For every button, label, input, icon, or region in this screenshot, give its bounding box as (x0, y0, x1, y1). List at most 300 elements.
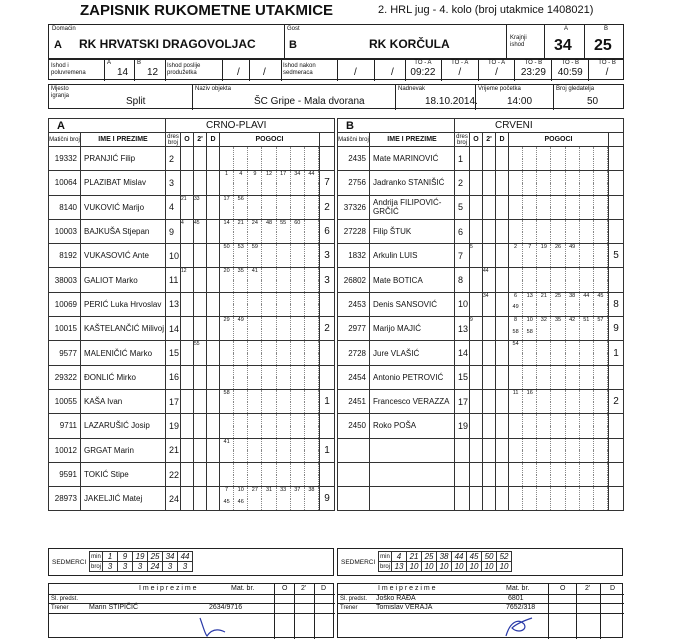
goal-minute: 41 (248, 268, 262, 280)
goal-minute (523, 426, 537, 438)
goal-minute (509, 366, 523, 378)
player-disqualification (496, 317, 509, 341)
player-name: Jadranko STANIŠIĆ (370, 171, 455, 195)
sedmerci-min: 44 (452, 552, 467, 562)
player-disqualification (496, 389, 509, 413)
goal-minute: 55 (277, 220, 291, 232)
goal-minute (566, 475, 580, 487)
goal-minute: 38 (566, 293, 580, 305)
goal-minute (277, 499, 291, 511)
goal-minute (523, 147, 537, 159)
shootout-label: Ishod nakon sedmeraca (283, 63, 316, 76)
player-row (49, 487, 335, 511)
goal-minute (277, 463, 291, 475)
player-name: KAŠTELANČIĆ Milivoj (81, 317, 166, 341)
player-disqualification (207, 219, 220, 243)
goal-minute (248, 377, 262, 389)
goal-minute (291, 366, 305, 378)
player-suspension (194, 244, 207, 268)
goal-minute (566, 341, 580, 353)
goal-minute (509, 147, 523, 159)
goal-minute (234, 366, 248, 378)
player-total-goals: 1 (609, 341, 624, 365)
timeout-value: / (605, 67, 609, 78)
sedmerci-min: 50 (482, 552, 497, 562)
goal-minute (523, 377, 537, 389)
player-number: 15 (166, 341, 181, 365)
goal-minute (291, 159, 305, 171)
goal-minute (566, 329, 580, 341)
goal-minute (248, 426, 262, 438)
player-total-goals: 8 (609, 292, 624, 316)
player-suspension: 34 (483, 292, 496, 316)
player-license: 27228 (338, 219, 370, 243)
timeout-header: TO - B (598, 60, 616, 66)
goal-minute (291, 293, 305, 305)
player-warning (470, 414, 483, 438)
player-goals (509, 365, 609, 389)
player-license: 10055 (49, 389, 81, 413)
goal-minute (277, 390, 291, 402)
player-total-goals: 9 (609, 317, 624, 341)
goal-minute (277, 147, 291, 159)
goal-minute (277, 450, 291, 462)
sedmerci-broj: 10 (407, 562, 422, 572)
player-warning (181, 414, 194, 438)
player-name (370, 487, 455, 511)
goal-minute (551, 196, 565, 208)
player-total-goals: 6 (320, 219, 335, 243)
goal-minute (509, 414, 523, 426)
goal-minute (262, 366, 276, 378)
col-name: IME I PREZIME (370, 133, 455, 147)
goal-minute (537, 147, 551, 159)
goal-minute (509, 268, 523, 280)
goal-minute (234, 293, 248, 305)
player-license: 8192 (49, 244, 81, 268)
goal-minute (305, 147, 319, 159)
goal-minute (580, 366, 594, 378)
player-disqualification (207, 438, 220, 462)
goal-minute (509, 207, 523, 219)
goal-minute (291, 402, 305, 414)
player-warning (470, 438, 483, 462)
timeout-value: 09:22 (410, 67, 436, 78)
goal-minute (248, 207, 262, 219)
goal-minute (537, 439, 551, 451)
goal-minute (523, 256, 537, 268)
player-goals (220, 414, 320, 438)
sedmerci-label: SEDMERCI (52, 559, 87, 566)
goal-minute (594, 232, 608, 244)
sedmerci-min: 34 (163, 552, 178, 562)
object-name: ŠC Gripe - Mala dvorana (254, 96, 365, 107)
goal-minute (234, 232, 248, 244)
player-goals (220, 487, 320, 511)
goal-minute (566, 426, 580, 438)
player-number: 13 (455, 317, 470, 341)
goal-minute (551, 207, 565, 219)
player-goals (509, 219, 609, 243)
goal-minute (262, 280, 276, 292)
timeout-header: TO - B (561, 60, 579, 66)
goal-minute (277, 293, 291, 305)
goal-minute: 20 (220, 268, 234, 280)
goal-minute (580, 487, 594, 499)
player-license: 38003 (49, 268, 81, 292)
goal-minute (566, 304, 580, 316)
player-warning (181, 365, 194, 389)
player-license: 28973 (49, 487, 81, 511)
player-suspension (483, 462, 496, 486)
goal-minute (580, 426, 594, 438)
goal-minute (220, 353, 234, 365)
goal-minute (305, 244, 319, 256)
goal-minute (234, 341, 248, 353)
goal-minute: 7 (523, 244, 537, 256)
player-goals (220, 438, 320, 462)
goal-minute (594, 366, 608, 378)
player-license: 2454 (338, 365, 370, 389)
sedmerci-min: 21 (407, 552, 422, 562)
goal-minute (305, 341, 319, 353)
goal-minute (262, 183, 276, 195)
goal-minute (248, 293, 262, 305)
player-goals (509, 171, 609, 195)
goal-minute (580, 268, 594, 280)
player-goals (220, 341, 320, 365)
player-goals (509, 292, 609, 316)
goal-minute (220, 463, 234, 475)
sedmerci-min: 25 (148, 552, 163, 562)
player-warning (470, 171, 483, 195)
final-a-label: A (564, 26, 569, 32)
goal-minute (580, 390, 594, 402)
goal-minute (220, 293, 234, 305)
goal-minute: 14 (220, 220, 234, 232)
player-total-goals: 9 (320, 487, 335, 511)
player-name: PRANJIĆ Filip (81, 147, 166, 171)
goal-minute: 8 (509, 317, 523, 329)
player-row (49, 414, 335, 438)
goal-minute: 6 (509, 293, 523, 305)
goal-minute (305, 220, 319, 232)
player-number: 10 (166, 244, 181, 268)
halftime-a-label: A (107, 60, 112, 66)
goal-minute (220, 304, 234, 316)
goal-minute (234, 329, 248, 341)
timeout-cell (442, 60, 479, 81)
goal-minute: 27 (248, 487, 262, 499)
goal-minute (594, 414, 608, 426)
player-total-goals: 2 (320, 195, 335, 219)
goal-minute (594, 390, 608, 402)
goal-minute (551, 147, 565, 159)
goal-minute (305, 293, 319, 305)
goal-minute (262, 244, 276, 256)
team-a-letter: A (49, 119, 166, 133)
goal-minute (262, 256, 276, 268)
goal-minute (291, 353, 305, 365)
goal-minute (248, 304, 262, 316)
player-warning (470, 219, 483, 243)
sedmerci-broj: 3 (163, 562, 178, 572)
goal-minute (248, 390, 262, 402)
goal-minute (305, 439, 319, 451)
player-name: VUKOVIĆ Marijo (81, 195, 166, 219)
goal-minute (551, 171, 565, 183)
player-total-goals (609, 462, 624, 486)
player-warning (181, 317, 194, 341)
goal-minute (291, 426, 305, 438)
officials-col-o: O (282, 585, 288, 592)
goal-minute (594, 426, 608, 438)
goal-minute (523, 196, 537, 208)
player-suspension (194, 389, 207, 413)
goal-minute (594, 487, 608, 499)
player-goals (509, 268, 609, 292)
goal-minute (566, 171, 580, 183)
goal-minute (523, 487, 537, 499)
sedmerci-broj: 10 (497, 562, 512, 572)
goal-minute (262, 463, 276, 475)
goal-minute (509, 439, 523, 451)
player-total-goals (609, 365, 624, 389)
goal-minute (523, 171, 537, 183)
player-row (338, 219, 624, 243)
player-total-goals (320, 462, 335, 486)
goal-minute (580, 341, 594, 353)
player-warning (470, 365, 483, 389)
player-disqualification (496, 341, 509, 365)
goal-minute (248, 353, 262, 365)
spectators-label: Broj gledatelja (556, 86, 595, 92)
player-row (338, 195, 624, 219)
player-suspension (483, 487, 496, 511)
goal-minute (594, 353, 608, 365)
goal-minute (537, 183, 551, 195)
col-d: D (496, 133, 509, 147)
timeout-value: / (458, 67, 462, 78)
goal-minute: 42 (566, 317, 580, 329)
goal-minute: 38 (305, 487, 319, 499)
goal-minute (220, 414, 234, 426)
player-goals (509, 195, 609, 219)
officials-col-d: D (610, 585, 616, 592)
trener-mat: 2634/9716 (209, 604, 243, 611)
goal-minute (277, 426, 291, 438)
player-warning (181, 341, 194, 365)
goal-minute (537, 220, 551, 232)
goal-minute (580, 183, 594, 195)
goal-minute (291, 304, 305, 316)
goal-minute: 60 (291, 220, 305, 232)
sedmerci-broj: 3 (133, 562, 148, 572)
goal-minute (537, 171, 551, 183)
goal-minute (305, 159, 319, 171)
goal-minute (248, 499, 262, 511)
player-license: 10012 (49, 438, 81, 462)
player-row (338, 414, 624, 438)
goal-minute (551, 268, 565, 280)
player-license (338, 438, 370, 462)
shootout-b: / (391, 67, 394, 78)
player-name: PERIĆ Luka Hrvoslav (81, 292, 166, 316)
goal-minute (566, 377, 580, 389)
pred-name: Joško RAĐA (376, 595, 416, 602)
player-suspension (483, 389, 496, 413)
goal-minute (305, 450, 319, 462)
page-subtitle: 2. HRL jug - 4. kolo (broj utakmice 1408021) (378, 4, 594, 16)
player-license: 26802 (338, 268, 370, 292)
goal-minute (551, 256, 565, 268)
goal-minute (305, 377, 319, 389)
goal-minute (220, 426, 234, 438)
goal-minute (523, 207, 537, 219)
player-name: Antonio PETROVIĆ (370, 365, 455, 389)
goal-minute (305, 304, 319, 316)
player-disqualification (496, 244, 509, 268)
goal-minute (291, 256, 305, 268)
final-score-b: 25 (594, 37, 612, 54)
sedmerci-min-label: min (91, 553, 101, 560)
goal-minute (291, 329, 305, 341)
goal-minute (594, 280, 608, 292)
player-license: 8140 (49, 195, 81, 219)
goal-minute (262, 196, 276, 208)
goal-minute: 44 (305, 171, 319, 183)
goal-minute (262, 329, 276, 341)
goal-minute (594, 475, 608, 487)
pred-label: Sl. predst. (340, 596, 368, 602)
goal-minute: 25 (551, 293, 565, 305)
halftime-label: Ishod i poluvremena (51, 63, 86, 76)
sedmerci-broj: 13 (392, 562, 407, 572)
goal-minute (580, 171, 594, 183)
goal-minute (566, 366, 580, 378)
goal-minute (551, 377, 565, 389)
player-row (49, 365, 335, 389)
goal-minute (220, 183, 234, 195)
goal-minute (580, 256, 594, 268)
start-time: 14:00 (507, 96, 533, 107)
officials-col-mat: Mat. br. (231, 585, 255, 592)
goal-minute (248, 280, 262, 292)
goal-minute (291, 341, 305, 353)
player-disqualification (207, 147, 220, 171)
goal-minute (523, 353, 537, 365)
player-number: 2 (166, 147, 181, 171)
player-warning: 4 (181, 219, 194, 243)
goal-minute: 33 (277, 487, 291, 499)
col-2: 2' (194, 133, 207, 147)
player-number: 17 (455, 389, 470, 413)
player-name (370, 462, 455, 486)
goal-minute (277, 256, 291, 268)
goal-minute (220, 402, 234, 414)
goal-minute: 41 (220, 439, 234, 451)
player-number: 7 (455, 244, 470, 268)
goal-minute (248, 402, 262, 414)
player-goals (509, 244, 609, 268)
goal-minute (509, 232, 523, 244)
goal-minute (580, 232, 594, 244)
goal-minute: 59 (248, 244, 262, 256)
goal-minute (305, 390, 319, 402)
goal-minute (234, 353, 248, 365)
player-row (338, 317, 624, 341)
goal-minute (537, 329, 551, 341)
player-number: 22 (166, 462, 181, 486)
goal-minute (580, 220, 594, 232)
goal-minute (509, 280, 523, 292)
player-license: 1832 (338, 244, 370, 268)
goal-minute (509, 475, 523, 487)
player-row (338, 462, 624, 486)
goal-minute (566, 220, 580, 232)
timeout-cell (405, 60, 442, 81)
goal-minute (509, 487, 523, 499)
goal-minute (262, 232, 276, 244)
goal-minute (305, 183, 319, 195)
player-total-goals: 7 (320, 171, 335, 195)
home-label: Domaćin (52, 26, 76, 32)
player-warning: 5 (470, 244, 483, 268)
player-total-goals (320, 341, 335, 365)
goal-minute (262, 377, 276, 389)
goal-minute (277, 402, 291, 414)
player-warning (470, 462, 483, 486)
player-suspension: 55 (194, 341, 207, 365)
date-label: Nadnevak (398, 86, 426, 92)
sedmerci-broj: 3 (103, 562, 118, 572)
player-suspension (194, 317, 207, 341)
goal-minute (551, 439, 565, 451)
guest-label: Gost (287, 26, 300, 32)
date: 18.10.2014. (425, 96, 478, 107)
goal-minute (248, 317, 262, 329)
goal-minute (291, 268, 305, 280)
goal-minute (594, 329, 608, 341)
col-mat: Matični broj (49, 133, 81, 147)
player-row (49, 171, 335, 195)
goal-minute (551, 159, 565, 171)
sedmerci-broj-label: broj (91, 563, 102, 570)
player-number: 9 (166, 219, 181, 243)
goal-minute (248, 159, 262, 171)
team-b-roster (337, 118, 624, 511)
player-warning: 12 (181, 268, 194, 292)
goal-minute (537, 463, 551, 475)
player-goals (220, 462, 320, 486)
goal-minute (291, 390, 305, 402)
player-license: 2756 (338, 171, 370, 195)
player-name: MALENIČIĆ Marko (81, 341, 166, 365)
goal-minute (594, 159, 608, 171)
goal-minute (220, 450, 234, 462)
goal-minute (277, 183, 291, 195)
goal-minute (291, 463, 305, 475)
final-label: Krajnji ishod (510, 35, 527, 48)
player-name: KAŠA Ivan (81, 389, 166, 413)
goal-minute (523, 463, 537, 475)
goal-minute (291, 450, 305, 462)
timeout-value: 23:29 (520, 67, 546, 78)
goal-minute (262, 268, 276, 280)
player-disqualification (207, 244, 220, 268)
goal-minute (594, 244, 608, 256)
player-warning: 21 (181, 195, 194, 219)
